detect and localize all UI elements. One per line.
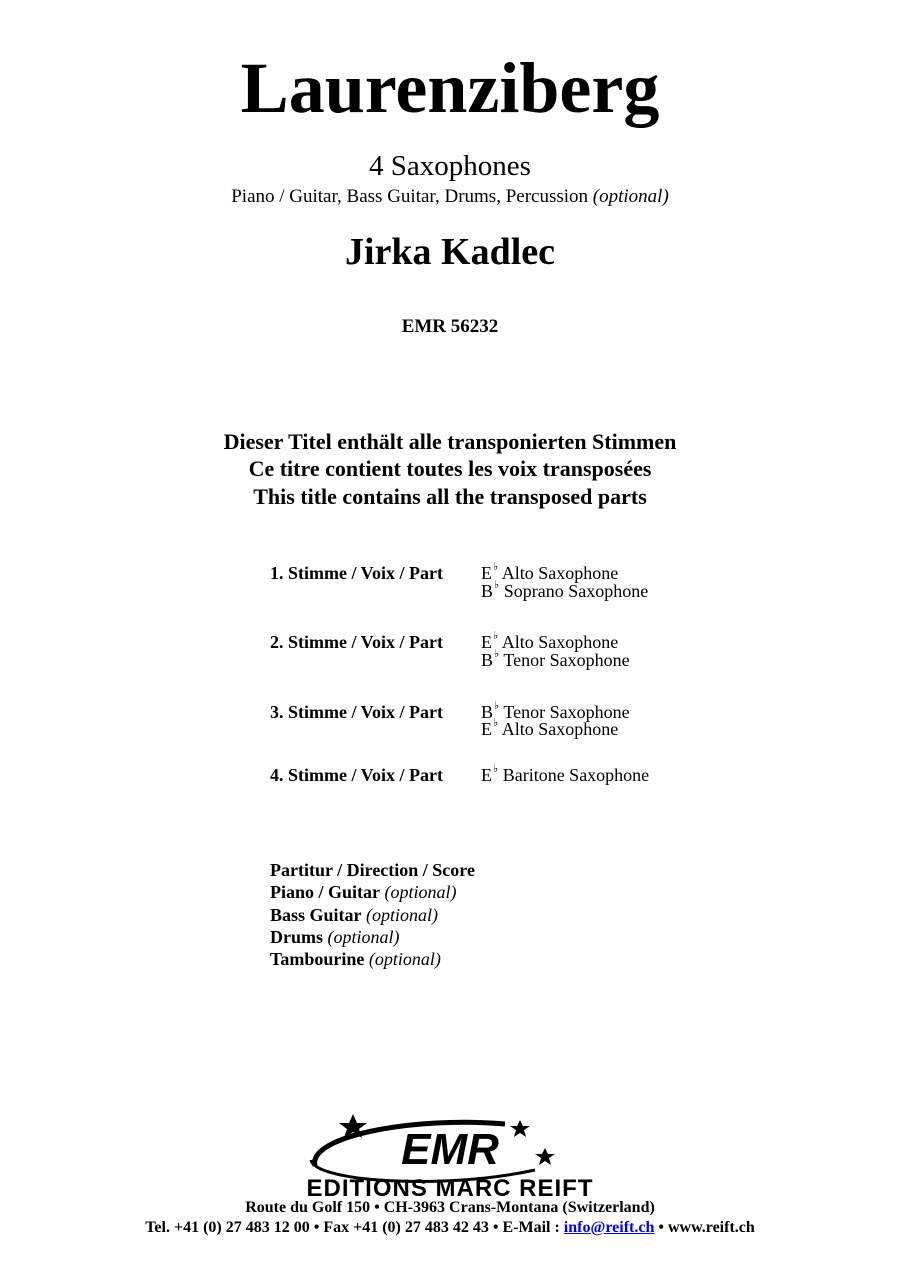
part-1-label: 1. Stimme / Voix / Part xyxy=(270,563,443,583)
part-3-label: 3. Stimme / Voix / Part xyxy=(270,702,443,722)
part-3-instrument-1: B♭ Tenor Saxophone xyxy=(481,700,630,722)
part-1-instrument-1: E♭ Alto Saxophone xyxy=(481,561,619,583)
star-icon xyxy=(535,1148,555,1165)
part-2-instrument-2: B♭ Tenor Saxophone xyxy=(481,648,630,670)
publisher-address: Route du Golf 150 • CH-3963 Crans-Montana (Switzerland) xyxy=(245,1199,655,1216)
ensemble-subtitle: 4 Saxophones xyxy=(369,150,531,182)
instrumentation-text: Piano / Guitar, Bass Guitar, Drums, Percussion xyxy=(231,186,589,207)
instrumentation-line xyxy=(0,186,900,208)
note-english: This title contains all the transposed parts xyxy=(253,484,647,509)
note-french: Ce titre contient toutes les voix transposées xyxy=(248,456,652,481)
publisher-contact xyxy=(0,1218,900,1237)
publisher-name: EDITIONS MARC REIFT xyxy=(306,1175,594,1200)
extra-piano-guitar: Piano / Guitar (optional) xyxy=(270,882,457,902)
extra-drums: Drums (optional) xyxy=(270,927,400,947)
piece-title: Laurenziberg xyxy=(240,48,660,128)
contact-phone-fax: Tel. +41 (0) 27 483 12 00 • Fax +41 (0) 27 483 42 43 • E-Mail : xyxy=(145,1219,564,1236)
extra-bass-guitar: Bass Guitar (optional) xyxy=(270,905,439,925)
catalog-number: EMR 56232 xyxy=(401,316,499,337)
extra-score: Partitur / Direction / Score xyxy=(270,860,475,880)
extra-tambourine: Tambourine (optional) xyxy=(270,949,441,969)
instrumentation-optional: (optional) xyxy=(592,186,669,207)
star-icon xyxy=(510,1120,530,1137)
email-link[interactable]: info@reift.ch xyxy=(563,1219,655,1236)
part-4-label: 4. Stimme / Voix / Part xyxy=(270,765,443,785)
emr-publisher-logo xyxy=(245,1108,655,1200)
part-1-instrument-2: B♭ Soprano Saxophone xyxy=(481,579,649,601)
logo-text: EMR xyxy=(401,1125,499,1174)
note-german: Dieser Titel enthält alle transponierten Stimmen xyxy=(223,429,677,454)
part-4-instrument-1: E♭ Baritone Saxophone xyxy=(481,763,650,785)
part-2-label: 2. Stimme / Voix / Part xyxy=(270,632,443,652)
part-2-instrument-1: E♭ Alto Saxophone xyxy=(481,630,619,652)
part-3-instrument-2: E♭ Alto Saxophone xyxy=(481,717,619,739)
composer-name: Jirka Kadlec xyxy=(344,231,556,273)
contact-website: • www.reift.ch xyxy=(654,1219,755,1236)
